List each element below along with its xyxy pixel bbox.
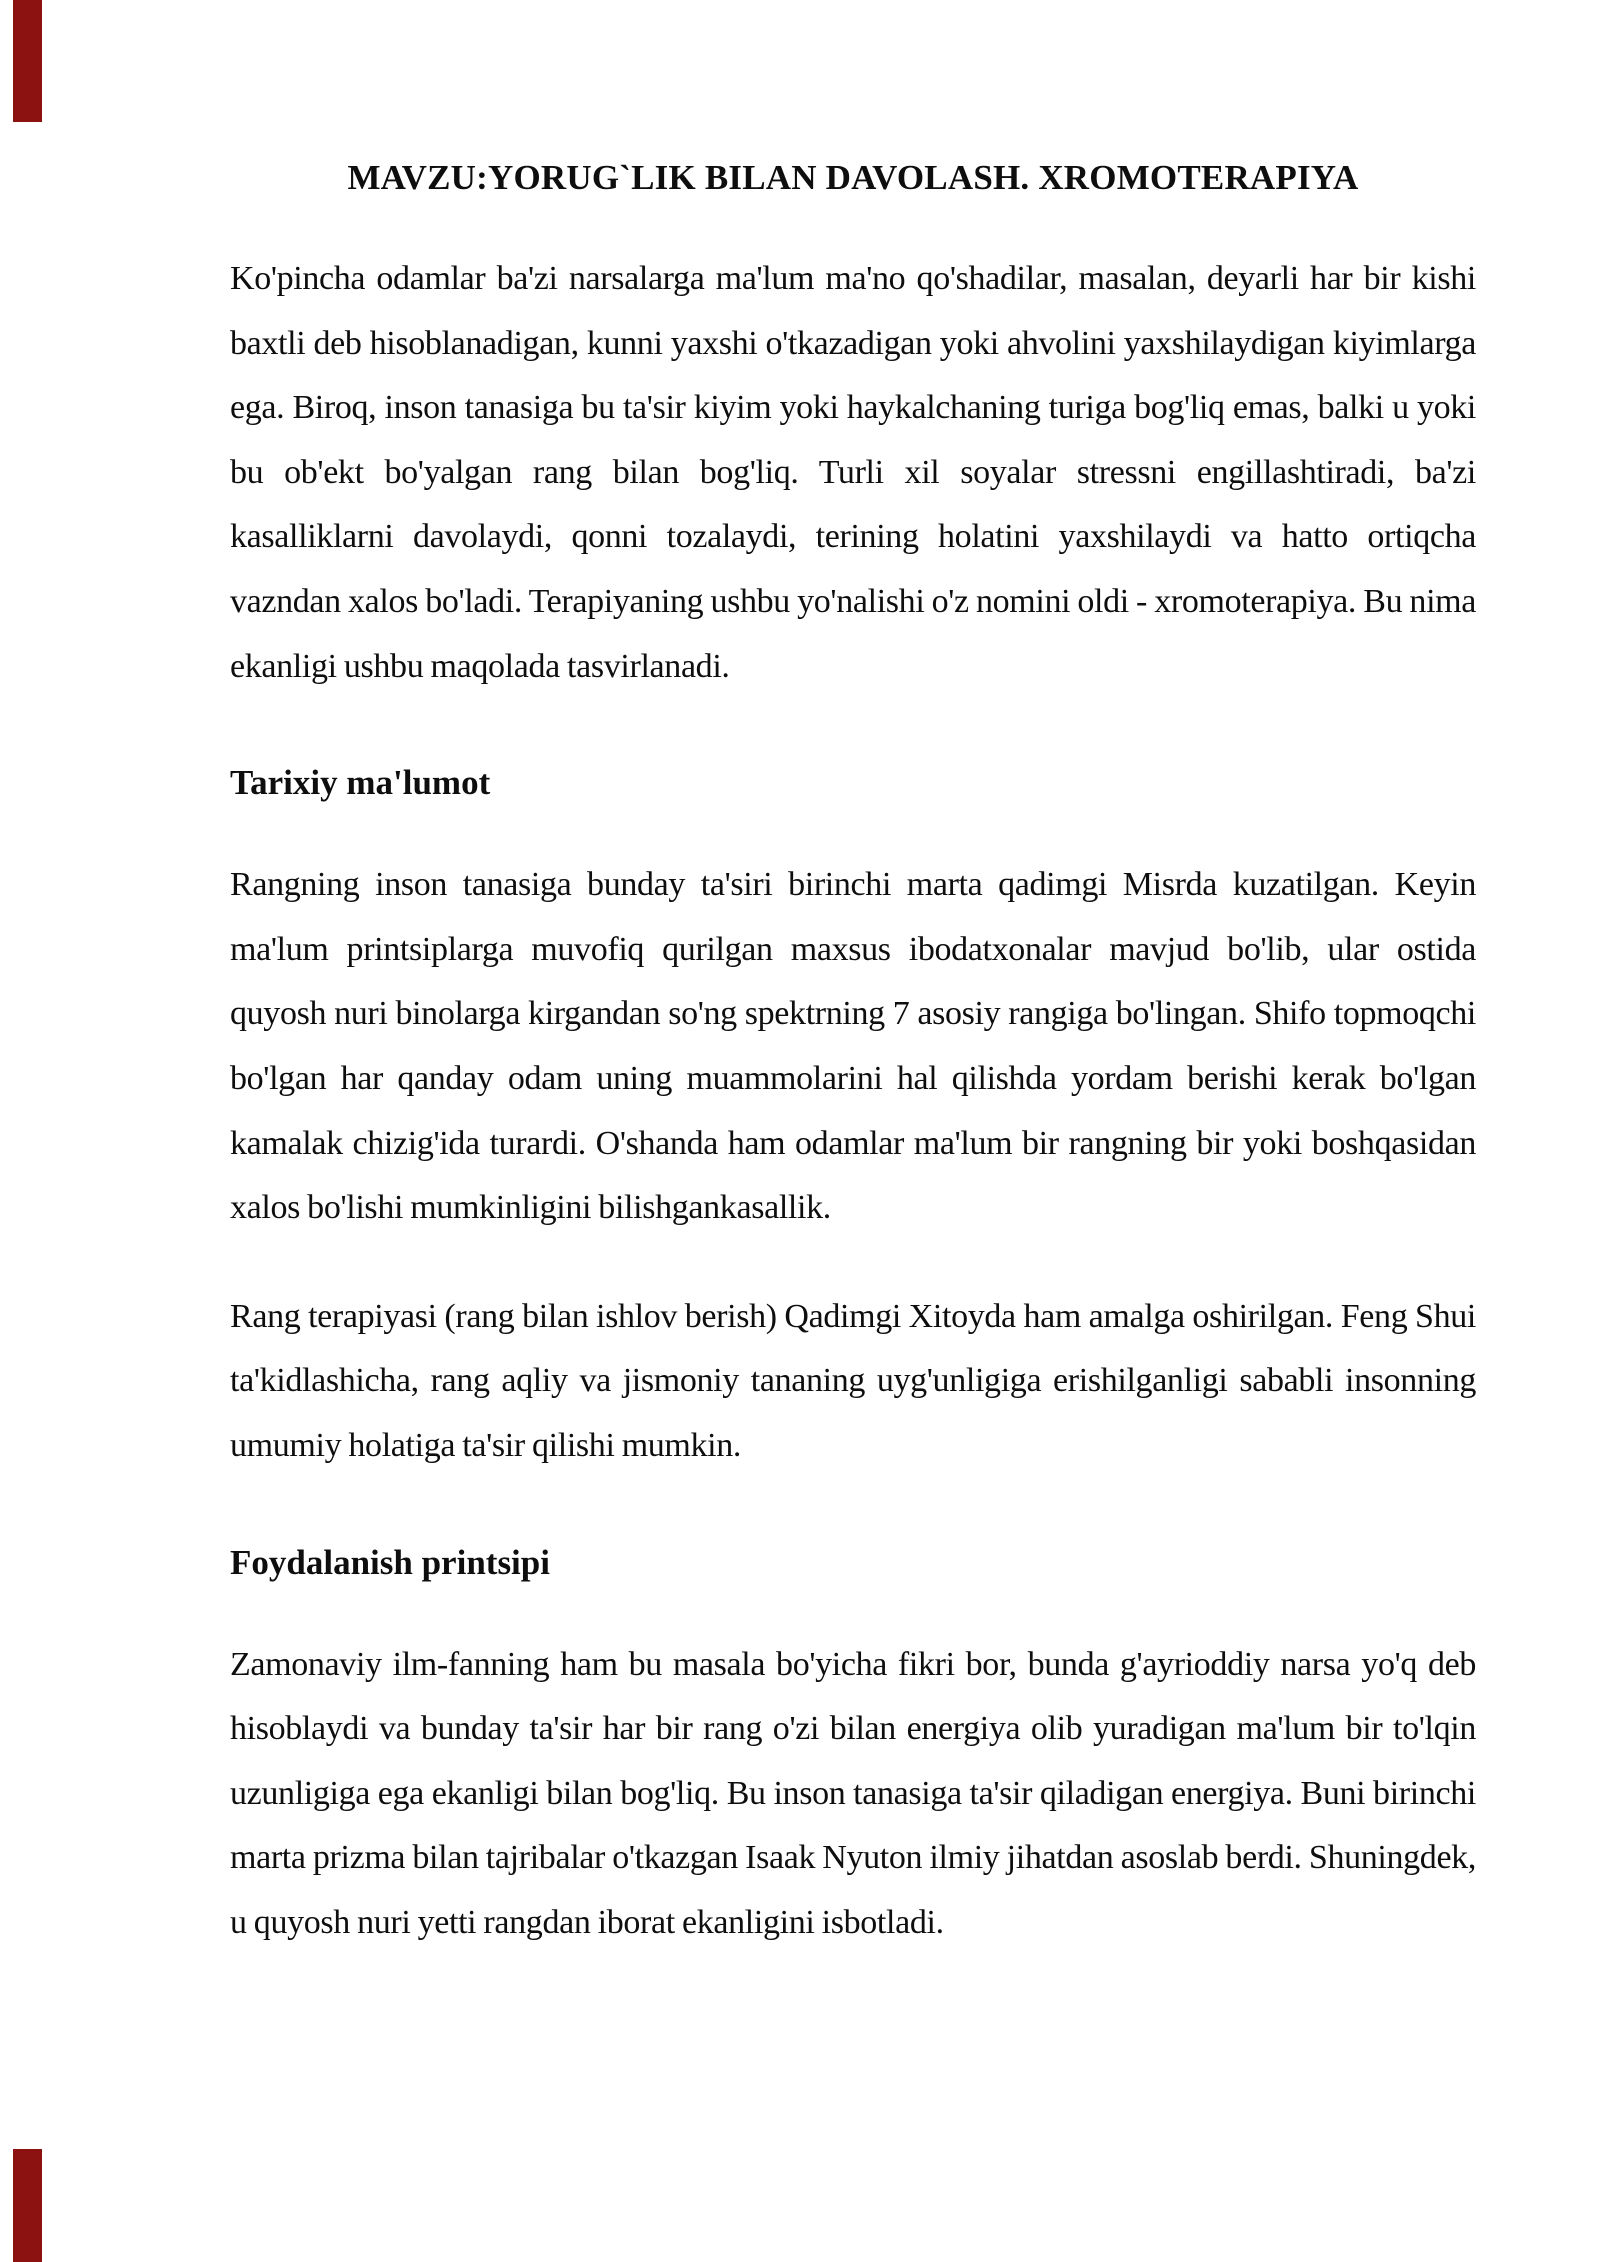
paragraph-history-2: Rang terapiyasi (rang bilan ishlov berish) Qadimgi Xitoyda ham amalga oshirilgan. Feng Shui ta'kidlashicha, rang aqliy va jismoniy tananing uyg'unligiga erishilganligi sababli insonning umumiy holatiga ta'sir qilishi mumkin. [230,1297,1476,1464]
section-heading-history: Tarixiy ma'lumot [230,763,491,803]
paragraph-intro: Ko'pincha odamlar ba'zi narsalarga ma'lum ma'no qo'shadilar, masalan, deyarli har bir kishi baxtli deb hisoblanadigan, kunni yaxshi o'tkazadigan yoki ahvolini yaxshilaydigan kiyimlarga ega. Biroq, inson tanasiga bu ta'sir kiyim yoki haykalchaning turiga bog'liq emas, balki u yoki bu ob'ekt bo'yalgan rang bilan bog'liq. Turli xil soyalar stressni engillashtiradi, ba'zi kasalliklarni davolaydi, qonni tozalaydi, terining holatini yaxshilaydi va hatto ortiqcha vazndan xalos bo'ladi. Terapiyaning ushbu yo'nalishi o'z nomini oldi - xromoterapiya. Bu nima ekanligi ushbu maqolada tasvirlanadi. [230,260,1476,685]
paragraph-usage-principle: Zamonaviy ilm-fanning ham bu masala bo'yicha fikri bor, bunda g'ayrioddiy narsa yo'q deb hisoblaydi va bunday ta'sir har bir rang o'zi bilan energiya olib yuradigan ma'lum bir to'lqin uzunligiga ega ekanligi bilan bog'liq. Bu inson tanasiga ta'sir qiladigan energiya. Buni birinchi marta prizma bilan tajribalar o'tkazgan Isaak Nyuton ilmiy jihatdan asoslab berdi. Shuningdek, u quyosh nuri yetti rangdan iborat ekanligini isbotladi. [230,1645,1476,1941]
page-edge-marker-bottom [13,2149,42,2262]
document-body [230,0,1476,1955]
section-heading-usage-principle: Foydalanish printsipi [230,1542,550,1582]
document-title: MAVZU:YORUG`LIK BILAN DAVOLASH. XROMOTERAPIYA [347,158,1359,197]
page-edge-marker-top [13,0,42,122]
paragraph-history-1: Rangning inson tanasiga bunday ta'siri birinchi marta qadimgi Misrda kuzatilgan. Keyin ma'lum printsiplarga muvofiq qurilgan maxsus ibodatxonalar mavjud bo'lib, ular ostida quyosh nuri binolarga kirgandan so'ng spektrning 7 asosiy rangiga bo'lingan. Shifo topmoqchi bo'lgan har qanday odam uning muammolarini hal qilishda yordam berishi kerak bo'lgan kamalak chizig'ida turardi. O'shanda ham odamlar ma'lum bir rangning bir yoki boshqasidan xalos bo'lishi mumkinligini bilishgankasallik. [230,866,1476,1227]
